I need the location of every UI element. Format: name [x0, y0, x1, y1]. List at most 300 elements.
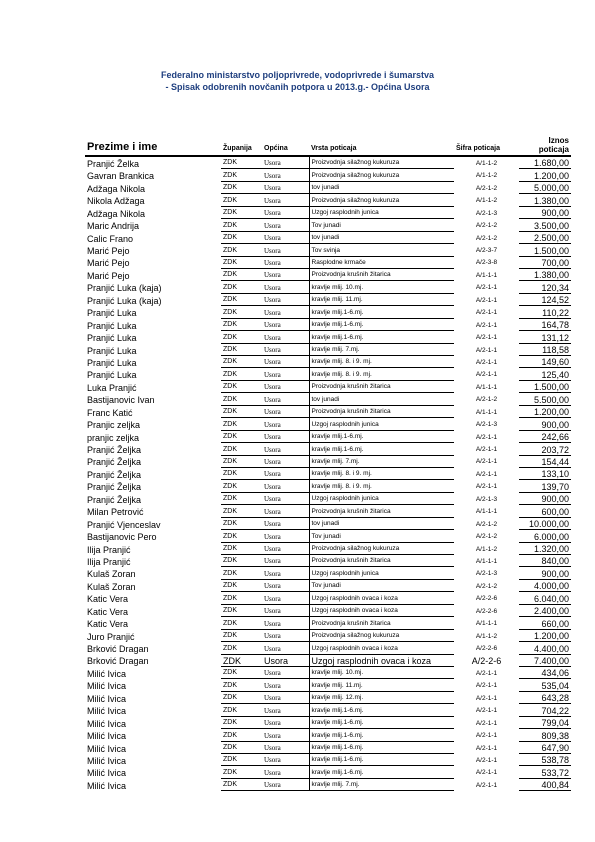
cell-subsidy-code: A/2-3-8 [475, 259, 498, 267]
cell-municipality: Usora [262, 778, 309, 790]
cell-amount: 1.380,00 [519, 194, 571, 206]
cell-amount: 535,04 [519, 679, 571, 691]
cell-amount: 434,06 [519, 666, 571, 678]
cell-municipality: Usora [262, 567, 309, 579]
cell-name: Pranjić Luka [87, 333, 137, 344]
table-row [85, 729, 571, 741]
cell-county: ZDK [221, 156, 262, 169]
cell-subsidy-code: A/2-1-1 [475, 694, 498, 702]
table-row [85, 231, 571, 243]
cell-subsidy-code: A/2-1-2 [475, 184, 498, 192]
table-row [85, 642, 571, 654]
cell-name: Marić Pejo [87, 246, 130, 256]
cell-amount: 1.500,00 [519, 380, 571, 392]
cell-municipality: Usora [262, 505, 309, 517]
cell-municipality: Usora [262, 455, 309, 467]
cell-county: ZDK [221, 393, 262, 405]
cell-municipality: Usora [262, 393, 309, 405]
cell-municipality: Usora [262, 679, 309, 691]
cell-subsidy-type: kravlje mlij. 8. i 9. mj. [309, 480, 454, 492]
cell-subsidy-type: Uzgoj rasplodnih ovaca i koza [309, 654, 454, 666]
cell-subsidy-type: Proizvodnja silažnog kukuruza [309, 156, 454, 169]
cell-subsidy-code: A/2-2-6 [475, 595, 498, 603]
cell-municipality: Usora [262, 169, 309, 181]
cell-municipality: Usora [262, 244, 309, 256]
cell-municipality: Usora [262, 356, 309, 368]
cell-municipality: Usora [262, 318, 309, 330]
cell-subsidy-type: Uzgoj rasplodnih ovaca i koza [309, 604, 454, 616]
cell-amount: 400,84 [519, 778, 571, 790]
cell-subsidy-code: A/2-1-3 [475, 421, 498, 429]
cell-municipality: Usora [262, 729, 309, 741]
cell-subsidy-type: Uzgoj rasplodnih junica [309, 492, 454, 504]
cell-subsidy-code: A/1-1-2 [475, 545, 498, 553]
cell-subsidy-type: Proizvodnja krušnih žitarica [309, 405, 454, 417]
cell-name: Pranjić Željka [87, 494, 142, 505]
cell-subsidy-code: A/2-1-2 [475, 234, 498, 242]
cell-name: Katic Vera [87, 606, 129, 617]
cell-subsidy-type: kravlje mlij.1-6.mj. [309, 443, 454, 455]
cell-name: Pranjić Luka [87, 308, 137, 319]
cell-county: ZDK [221, 244, 262, 256]
cell-municipality: Usora [262, 443, 309, 455]
cell-name: Gavran Brankica [87, 171, 155, 182]
cell-municipality: Usora [262, 642, 309, 654]
cell-municipality: Usora [262, 754, 309, 766]
cell-amount: 1.380,00 [519, 268, 571, 280]
cell-municipality: Usora [262, 181, 309, 193]
cell-county: ZDK [221, 443, 262, 455]
table-row [85, 679, 571, 691]
table-row [85, 505, 571, 517]
cell-name: Milan Petrović [87, 507, 144, 518]
cell-subsidy-type: Proizvodnja krušnih žitarica [309, 268, 454, 280]
cell-subsidy-type: kravlje mlij.1-6.mj. [309, 306, 454, 318]
cell-subsidy-code: A/2-1-1 [475, 781, 498, 789]
cell-subsidy-code: A/1-1-1 [475, 508, 498, 516]
cell-amount: 533,72 [519, 766, 571, 778]
table-row [85, 666, 571, 678]
cell-municipality: Usora [262, 331, 309, 343]
cell-subsidy-code: A/2-1-1 [475, 371, 498, 379]
table-row [85, 704, 571, 716]
cell-subsidy-type: tov junadi [309, 181, 454, 193]
cell-name: Pranjić Želka [87, 158, 140, 169]
cell-amount: 600,00 [519, 505, 571, 517]
cell-county: ZDK [221, 766, 262, 778]
cell-county: ZDK [221, 754, 262, 766]
cell-county: ZDK [221, 716, 262, 728]
table-row [85, 604, 571, 616]
cell-subsidy-type: kravlje mlij.1-6.mj. [309, 331, 454, 343]
cell-municipality: Usora [262, 256, 309, 268]
cell-subsidy-code: A/2-1-1 [475, 446, 498, 453]
cell-subsidy-code: A/2-3-7 [475, 247, 498, 254]
table-row [85, 754, 571, 766]
cell-subsidy-type: Proizvodnja krušnih žitarica [309, 617, 454, 629]
cell-name: Ilija Pranjić [87, 544, 131, 555]
cell-subsidy-code: A/2-1-1 [475, 284, 498, 292]
cell-municipality: Usora [262, 654, 309, 666]
cell-subsidy-type: kravlje mlij. 12.mj. [309, 691, 454, 703]
table-row [85, 492, 571, 504]
cell-name: Adžaga Nikola [87, 183, 146, 194]
cell-name: Juro Pranjić [87, 631, 135, 642]
cell-amount: 643,28 [519, 691, 571, 703]
table-row [85, 455, 571, 467]
table-row [85, 430, 571, 442]
table-row [85, 480, 571, 492]
cell-county: ZDK [221, 281, 262, 293]
cell-name: Marić Pejo [87, 270, 130, 281]
cell-subsidy-type: Uzgoj rasplodnih junica [309, 418, 454, 430]
table-row [85, 766, 571, 778]
cell-county: ZDK [221, 592, 262, 604]
column-header-county: Županija [221, 127, 262, 156]
cell-subsidy-code: A/1-1-1 [475, 557, 498, 565]
cell-amount: 124,52 [519, 293, 571, 305]
cell-name: Luka Pranjić [87, 382, 137, 393]
cell-subsidy-code: A/1-1-2 [475, 159, 498, 167]
cell-amount: 5.000,00 [519, 181, 571, 193]
table-row [85, 281, 571, 293]
cell-name: Maric Andrija [87, 221, 140, 232]
cell-municipality: Usora [262, 268, 309, 280]
cell-subsidy-code: A/1-1-1 [475, 408, 498, 416]
cell-subsidy-type: kravlje mlij. 10.mj. [309, 281, 454, 293]
table-row [85, 405, 571, 417]
cell-municipality: Usora [262, 691, 309, 703]
cell-name: Pranjic zeljka [87, 420, 141, 431]
cell-county: ZDK [221, 617, 262, 629]
cell-amount: 538,78 [519, 754, 571, 766]
cell-county: ZDK [221, 704, 262, 716]
cell-subsidy-code: A/2-1-1 [475, 744, 498, 752]
cell-county: ZDK [221, 418, 262, 430]
cell-municipality: Usora [262, 716, 309, 728]
cell-name: Milić Ivica [87, 768, 127, 779]
cell-municipality: Usora [262, 293, 309, 305]
cell-subsidy-type: kravlje mlij. 11.mj. [309, 293, 454, 305]
cell-name: Adžaga Nikola [87, 208, 146, 219]
cell-subsidy-code: A/2-1-1 [475, 719, 498, 727]
cell-municipality: Usora [262, 629, 309, 641]
table-body [85, 156, 571, 791]
cell-amount: 6.000,00 [519, 530, 571, 542]
table-row [85, 778, 571, 790]
cell-municipality: Usora [262, 306, 309, 318]
cell-county: ZDK [221, 206, 262, 218]
cell-county: ZDK [221, 356, 262, 368]
cell-county: ZDK [221, 542, 262, 554]
cell-amount: 4.400,00 [519, 642, 571, 654]
cell-subsidy-type: kravlje mlij.1-6.mj. [309, 754, 454, 766]
cell-amount: 900,00 [519, 418, 571, 430]
cell-county: ZDK [221, 318, 262, 330]
cell-name: Bastijanovic Pero [87, 532, 157, 543]
cell-amount: 110,22 [519, 306, 571, 318]
cell-amount: 154,44 [519, 455, 571, 467]
cell-subsidy-code: A/1-1-2 [475, 172, 498, 180]
cell-name: Milić Ivica [87, 731, 127, 742]
cell-subsidy-code: A/2-1-2 [475, 582, 498, 590]
column-header-amount: Iznos poticaja [519, 127, 571, 156]
cell-subsidy-code: A/2-1-1 [475, 458, 498, 466]
table-row [85, 268, 571, 280]
cell-name: Katic Vera [87, 594, 129, 605]
table-row [85, 343, 571, 355]
cell-amount: 125,40 [519, 368, 571, 380]
cell-municipality: Usora [262, 219, 309, 231]
cell-municipality: Usora [262, 281, 309, 293]
table-row [85, 368, 571, 380]
cell-amount: 133,10 [519, 467, 571, 479]
cell-county: ZDK [221, 517, 262, 529]
cell-amount: 149,60 [519, 356, 571, 368]
table-row [85, 716, 571, 728]
cell-subsidy-type: kravlje mlij. 10.mj. [309, 666, 454, 678]
cell-name: Pranjić Željka [87, 482, 142, 493]
table-row [85, 306, 571, 318]
cell-county: ZDK [221, 741, 262, 753]
cell-subsidy-code: A/1-1-2 [475, 197, 498, 205]
cell-name: Pranjić Luka [87, 345, 137, 356]
cell-name: Milić Ivica [87, 743, 127, 754]
cell-municipality: Usora [262, 530, 309, 542]
cell-name: Franc Katić [87, 407, 133, 418]
cell-subsidy-code: A/2-2-6 [471, 656, 502, 667]
cell-municipality: Usora [262, 579, 309, 591]
cell-subsidy-type: kravlje mlij. 7.mj. [309, 343, 454, 355]
cell-municipality: Usora [262, 405, 309, 417]
cell-name: Ilija Pranjić [87, 556, 131, 567]
cell-subsidy-type: Proizvodnja krušnih žitarica [309, 505, 454, 517]
cell-subsidy-type: kravlje mlij.1-6.mj. [309, 766, 454, 778]
cell-county: ZDK [221, 579, 262, 591]
cell-subsidy-code: A/1-1-1 [475, 620, 498, 628]
cell-name: Milić Ivica [87, 681, 127, 692]
cell-name: Pranjić Željka [87, 469, 142, 480]
cell-county: ZDK [221, 169, 262, 181]
cell-amount: 900,00 [519, 492, 571, 504]
cell-subsidy-code: A/2-1-1 [475, 483, 498, 491]
cell-county: ZDK [221, 729, 262, 741]
cell-name: Brković Dragan [87, 656, 149, 667]
cell-amount: 2.500,00 [519, 231, 571, 243]
table-row [85, 169, 571, 181]
cell-subsidy-type: tov junadi [309, 231, 454, 243]
cell-name: Pranjić Luka [87, 370, 137, 381]
cell-municipality: Usora [262, 343, 309, 355]
cell-county: ZDK [221, 343, 262, 355]
cell-amount: 164,78 [519, 318, 571, 330]
cell-county: ZDK [221, 691, 262, 703]
cell-municipality: Usora [262, 380, 309, 392]
cell-subsidy-code: A/2-1-1 [475, 682, 498, 690]
cell-county: ZDK [221, 331, 262, 343]
table-row [85, 194, 571, 206]
cell-subsidy-code: A/2-1-1 [475, 669, 498, 677]
cell-county: ZDK [221, 268, 262, 280]
cell-subsidy-type: kravlje mlij.1-6.mj. [309, 729, 454, 741]
cell-amount: 203,72 [519, 443, 571, 455]
cell-name: Brković Dragan [87, 644, 149, 654]
cell-subsidy-type: tov junadi [309, 393, 454, 405]
cell-name: Milić Ivica [87, 706, 127, 717]
cell-subsidy-code: A/2-1-3 [475, 209, 498, 217]
cell-subsidy-code: A/2-1-1 [475, 707, 498, 715]
cell-county: ZDK [221, 231, 262, 243]
cell-county: ZDK [221, 555, 262, 567]
cell-subsidy-type: kravlje mlij. 8. i 9. mj. [309, 356, 454, 368]
cell-county: ZDK [221, 306, 262, 318]
cell-amount: 10.000,00 [519, 517, 571, 529]
cell-amount: 5.500,00 [519, 393, 571, 405]
cell-name: Pranjić Luka [87, 357, 137, 368]
cell-amount: 7.400,00 [519, 654, 571, 666]
cell-municipality: Usora [262, 368, 309, 380]
cell-subsidy-type: Uzgoj rasplodnih junica [309, 206, 454, 218]
cell-county: ZDK [221, 642, 262, 654]
cell-municipality: Usora [262, 480, 309, 492]
cell-county: ZDK [221, 380, 262, 392]
cell-name: Milić Ivica [87, 780, 127, 791]
cell-subsidy-code: A/2-1-1 [475, 769, 498, 777]
cell-name: Milić Ivica [87, 755, 127, 766]
cell-name: Milić Ivica [87, 668, 127, 679]
cell-subsidy-type: tov junadi [309, 517, 454, 529]
cell-subsidy-type: kravlje mlij.1-6.mj. [309, 430, 454, 442]
cell-subsidy-code: A/2-1-1 [475, 334, 498, 342]
cell-amount: 131,12 [519, 331, 571, 343]
cell-subsidy-type: Proizvodnja silažnog kukuruza [309, 629, 454, 641]
cell-municipality: Usora [262, 741, 309, 753]
cell-amount: 242,66 [519, 430, 571, 442]
cell-amount: 120,34 [519, 281, 571, 293]
cell-municipality: Usora [262, 766, 309, 778]
cell-municipality: Usora [262, 517, 309, 529]
cell-county: ZDK [221, 293, 262, 305]
cell-subsidy-type: kravlje mlij. 8. i 9. mj. [309, 368, 454, 380]
cell-amount: 139,70 [519, 480, 571, 492]
cell-amount: 1.320,00 [519, 542, 571, 554]
cell-subsidy-type: kravlje mlij. 7.mj. [309, 778, 454, 790]
cell-name: Pranjić Željka [87, 445, 142, 455]
cell-amount: 1.500,00 [519, 244, 571, 256]
cell-amount: 6.040,00 [519, 592, 571, 604]
cell-name: Kulaš Zoran [87, 581, 136, 592]
table-row [85, 592, 571, 604]
table-header-row [85, 127, 571, 156]
cell-subsidy-code: A/2-2-6 [475, 607, 498, 615]
table-row [85, 393, 571, 405]
cell-subsidy-code: A/2-1-2 [475, 396, 498, 404]
cell-amount: 118,58 [519, 343, 571, 355]
cell-subsidy-code: A/2-1-1 [475, 433, 498, 441]
cell-subsidy-code: A/2-1-2 [475, 222, 498, 230]
cell-county: ZDK [221, 679, 262, 691]
cell-municipality: Usora [262, 418, 309, 430]
cell-name: Pranjić Luka (kaja) [87, 295, 162, 306]
cell-amount: 1.680,00 [519, 156, 571, 169]
cell-municipality: Usora [262, 666, 309, 678]
cell-subsidy-code: A/2-1-1 [475, 732, 498, 740]
cell-county: ZDK [221, 654, 262, 666]
cell-amount: 1.200,00 [519, 405, 571, 417]
cell-amount: 3.500,00 [519, 219, 571, 231]
cell-subsidy-type: Tov junadi [309, 530, 454, 542]
cell-name: Katic Vera [87, 619, 129, 630]
cell-subsidy-code: A/1-1-2 [475, 632, 498, 640]
cell-amount: 840,00 [519, 555, 571, 567]
column-header-subsidy-type: Vrsta poticaja [309, 127, 454, 156]
cell-amount: 700,00 [519, 256, 571, 268]
document-title: Federalno ministarstvo poljoprivrede, vodoprivrede i šumarstva [160, 70, 435, 80]
cell-subsidy-type: kravlje mlij.1-6.mj. [309, 318, 454, 330]
cell-subsidy-type: Proizvodnja krušnih žitarica [309, 380, 454, 392]
cell-name: Pranjić Željka [87, 457, 142, 468]
cell-amount: 647,90 [519, 741, 571, 753]
cell-subsidy-code: A/2-1-1 [475, 321, 498, 329]
table-row [85, 318, 571, 330]
cell-subsidy-code: A/2-1-2 [475, 520, 498, 528]
table-row [85, 293, 571, 305]
table-row [85, 244, 571, 256]
cell-municipality: Usora [262, 206, 309, 218]
cell-county: ZDK [221, 778, 262, 790]
cell-subsidy-type: Proizvodnja silažnog kukuruza [309, 542, 454, 554]
cell-county: ZDK [221, 181, 262, 193]
cell-county: ZDK [221, 430, 262, 442]
cell-subsidy-type: Proizvodnja silažnog kukuruza [309, 169, 454, 181]
cell-subsidy-type: kravlje mlij. 8. i 9. mj. [309, 467, 454, 479]
table-row [85, 654, 571, 666]
cell-county: ZDK [221, 368, 262, 380]
cell-name: Pranjić Luka [87, 320, 137, 331]
table-row [85, 156, 571, 169]
table-row [85, 542, 571, 554]
cell-county: ZDK [221, 492, 262, 504]
cell-county: ZDK [221, 604, 262, 616]
cell-subsidy-code: A/2-1-3 [475, 495, 498, 503]
cell-subsidy-code: A/2-1-1 [475, 358, 498, 366]
cell-subsidy-code: A/1-1-1 [475, 271, 498, 279]
cell-county: ZDK [221, 256, 262, 268]
table-row [85, 567, 571, 579]
cell-name: Pranjić Vjenceslav [87, 519, 161, 530]
cell-name: Kulaš Zoran [87, 569, 136, 580]
cell-county: ZDK [221, 405, 262, 417]
cell-subsidy-type: Proizvodnja krušnih žitarica [309, 555, 454, 567]
cell-amount: 900,00 [519, 567, 571, 579]
cell-municipality: Usora [262, 617, 309, 629]
cell-county: ZDK [221, 480, 262, 492]
cell-county: ZDK [221, 219, 262, 231]
table-row [85, 418, 571, 430]
table-row [85, 380, 571, 392]
cell-amount: 2.400,00 [519, 604, 571, 616]
cell-county: ZDK [221, 194, 262, 206]
column-header-subsidy-code: Šifra poticaja [454, 127, 519, 156]
cell-subsidy-type: kravlje mlij.1-6.mj. [309, 716, 454, 728]
table-row [85, 256, 571, 268]
cell-subsidy-type: Uzgoj rasplodnih ovaca i koza [309, 592, 454, 604]
cell-county: ZDK [221, 455, 262, 467]
table-row [85, 691, 571, 703]
cell-subsidy-type: Proizvodnja silažnog kukuruza [309, 194, 454, 206]
subsidy-table [85, 127, 571, 791]
table-row [85, 517, 571, 529]
